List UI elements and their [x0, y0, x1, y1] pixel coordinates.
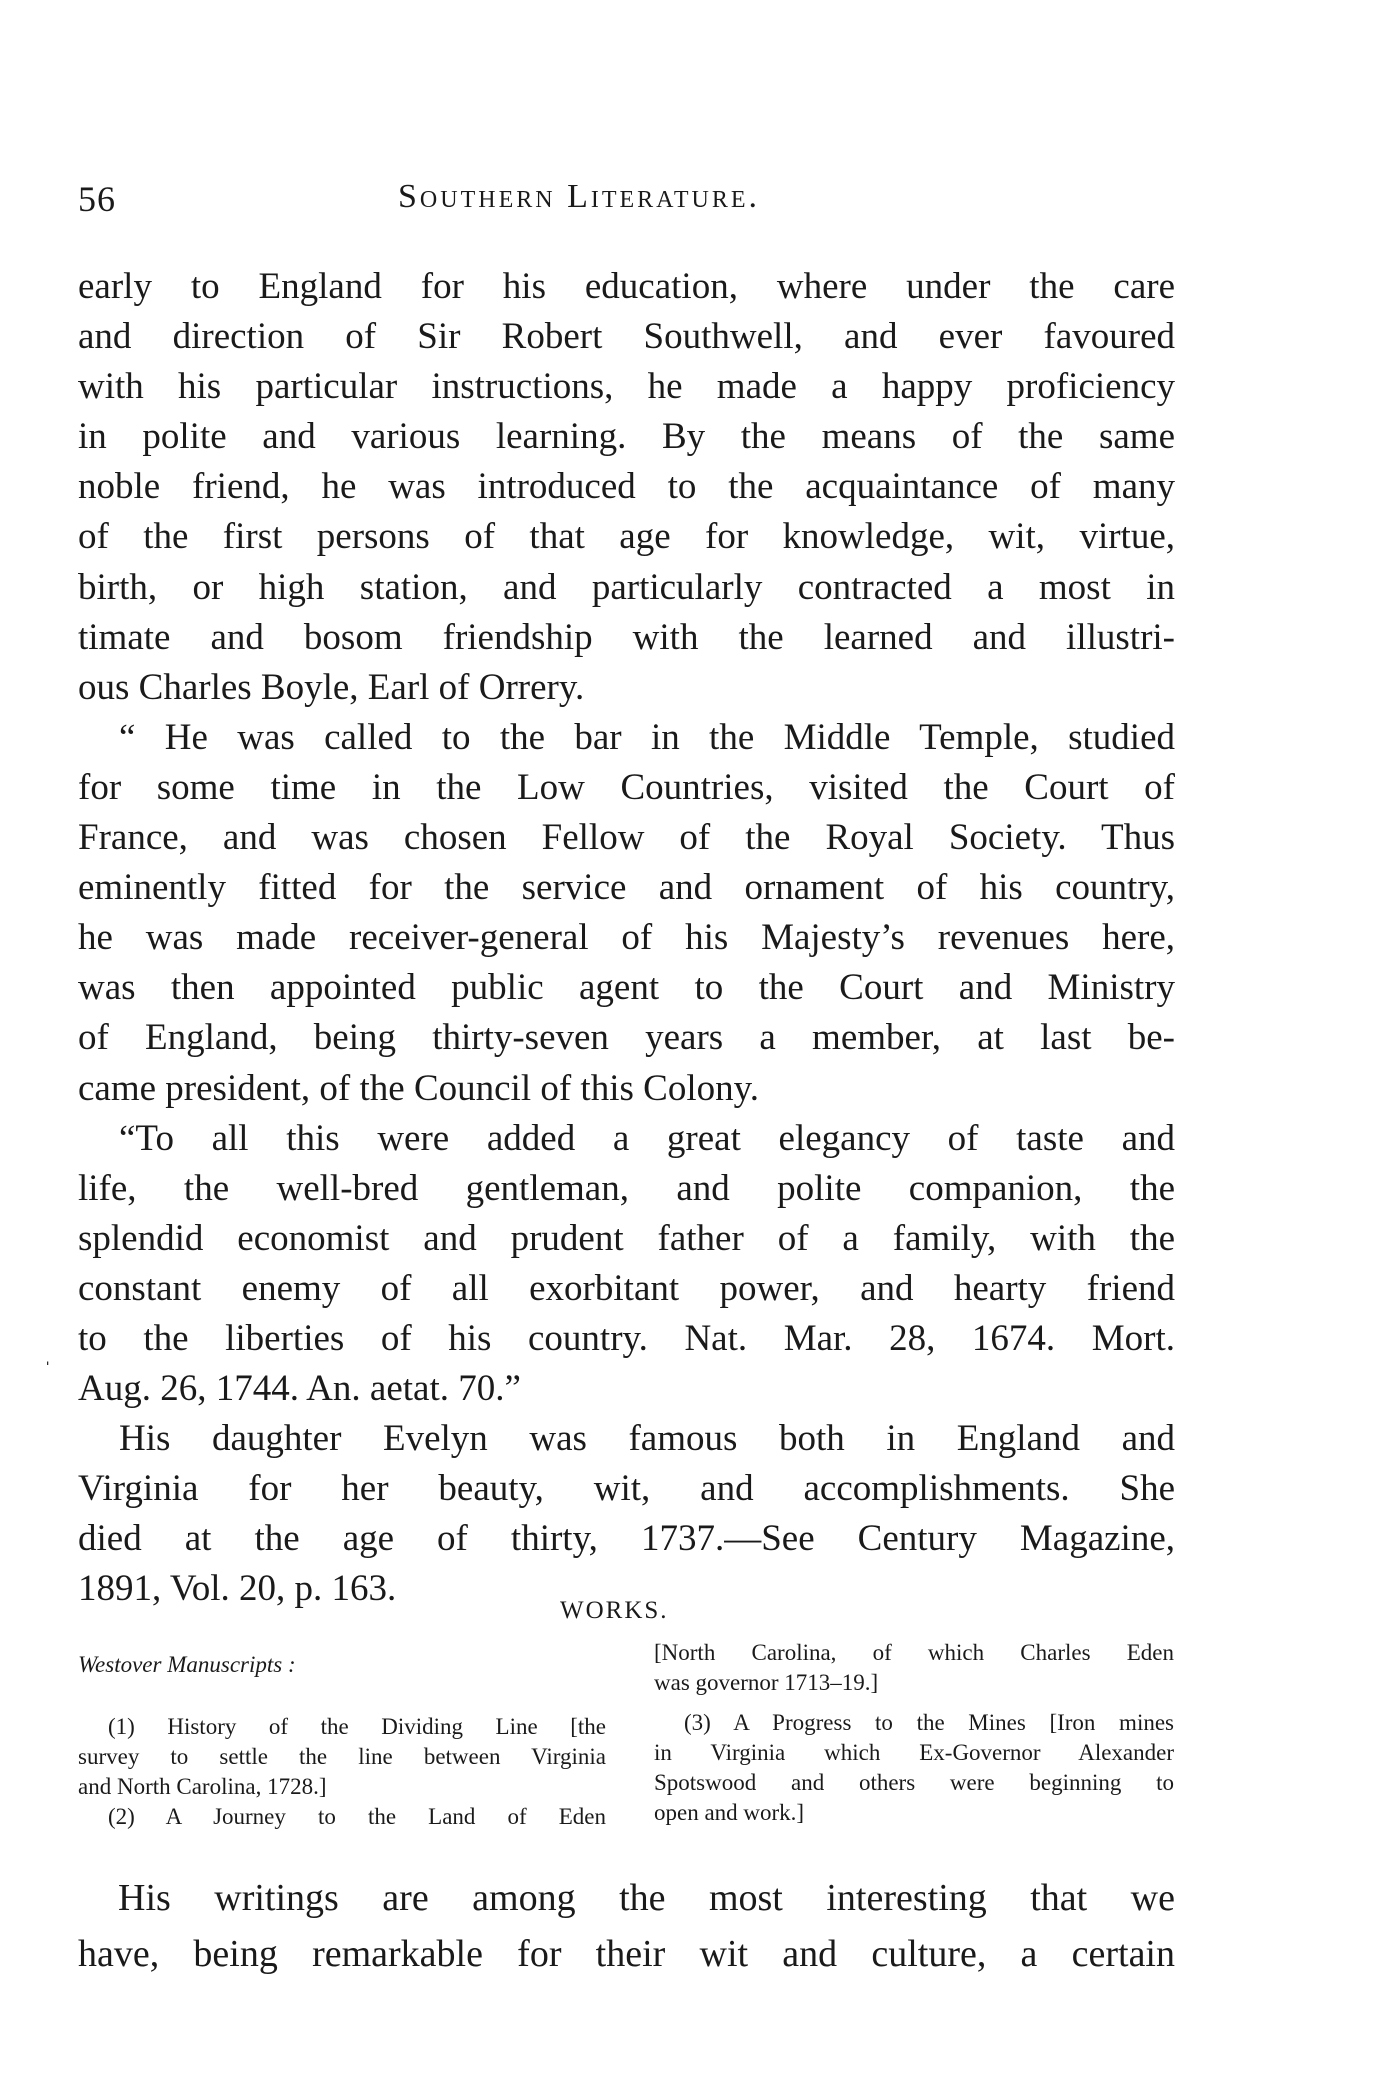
text-line: of England, being thirty-seven years a member, at last be-: [78, 1017, 1175, 1059]
text-line: (3) A Progress to the Mines [Iron mines: [684, 1710, 1174, 1735]
text-line: timate and bosom friendship with the learned and illustri-: [78, 616, 1175, 658]
page-number: 56: [78, 179, 116, 219]
text-line: “To all this were added a great elegancy of taste and: [119, 1117, 1175, 1159]
text-line: was governor 1713–19.]: [654, 1670, 879, 1695]
text-line: His daughter Evelyn was famous both in England and: [119, 1418, 1175, 1460]
margin-mark: ˌ: [44, 1340, 52, 1365]
works-heading: WORKS.: [560, 1597, 669, 1624]
text-line: for some time in the Low Countries, visited the Court of: [78, 766, 1175, 808]
text-line: to the liberties of his country. Nat. Mar. 28, 1674. Mort.: [78, 1317, 1175, 1359]
body-text: [78, 262, 1175, 1615]
works-collection-label: Westover Manuscripts :: [78, 1652, 296, 1677]
text-line: of the first persons of that age for knowledge, wit, virtue,: [78, 516, 1175, 558]
text-line: eminently fitted for the service and ornament of his country,: [78, 867, 1175, 909]
text-line: Spotswood and others were beginning to: [654, 1770, 1174, 1795]
closing-line: His writings are among the most interesting that we: [118, 1877, 1175, 1919]
text-line: splendid economist and prudent father of a family, with the: [78, 1217, 1175, 1259]
text-line: birth, or high station, and particularly contracted a most in: [78, 566, 1175, 608]
text-line: (2) A Journey to the Land of Eden: [108, 1804, 606, 1829]
text-line: came president, of the Council of this Colony.: [78, 1067, 759, 1109]
text-line: Virginia for her beauty, wit, and accomplishments. She: [78, 1468, 1175, 1510]
text-line: life, the well-bred gentleman, and polite companion, the: [78, 1167, 1175, 1209]
text-line: and direction of Sir Robert Southwell, and ever favoured: [78, 316, 1175, 358]
works-right-entries-b: [654, 1708, 1174, 1828]
closing-paragraph: [78, 1870, 1175, 1982]
text-line: in Virginia which Ex-Governor Alexander: [654, 1740, 1174, 1765]
closing-line: have, being remarkable for their wit and culture, a certain: [78, 1933, 1175, 1975]
text-line: ous Charles Boyle, Earl of Orrery.: [78, 666, 585, 708]
works-right-column: [654, 1638, 1174, 1828]
text-line: France, and was chosen Fellow of the Royal Society. Thus: [78, 817, 1175, 859]
text-line: constant enemy of all exorbitant power, and hearty friend: [78, 1267, 1175, 1309]
text-line: survey to settle the line between Virginia: [78, 1744, 606, 1769]
text-line: he was made receiver-general of his Majesty’s revenues here,: [78, 917, 1175, 959]
text-line: with his particular instructions, he made a happy proficiency: [78, 366, 1175, 408]
text-line: noble friend, he was introduced to the acquaintance of many: [78, 466, 1175, 508]
works-left-column: [78, 1638, 606, 1832]
works-left-entries: [78, 1712, 606, 1832]
text-line: and North Carolina, 1728.]: [78, 1774, 327, 1799]
text-line: early to England for his education, where under the care: [78, 266, 1175, 307]
text-line: 1891, Vol. 20, p. 163.: [78, 1568, 397, 1610]
text-line: died at the age of thirty, 1737.—See Century Magazine,: [78, 1518, 1175, 1560]
text-line: (1) History of the Dividing Line [the: [108, 1714, 606, 1739]
text-line: was then appointed public agent to the Court and Ministry: [78, 967, 1175, 1009]
running-title: Southern Literature.: [398, 178, 760, 215]
text-line: in polite and various learning. By the means of the same: [78, 416, 1175, 458]
works-right-entries-a: [654, 1638, 1174, 1698]
text-line: “ He was called to the bar in the Middle Temple, studied: [119, 716, 1175, 758]
page-header: [78, 178, 1188, 226]
text-line: Aug. 26, 1744. An. aetat. 70.”: [78, 1368, 521, 1410]
text-line: [North Carolina, of which Charles Eden: [654, 1640, 1174, 1665]
text-line: open and work.]: [654, 1800, 805, 1825]
